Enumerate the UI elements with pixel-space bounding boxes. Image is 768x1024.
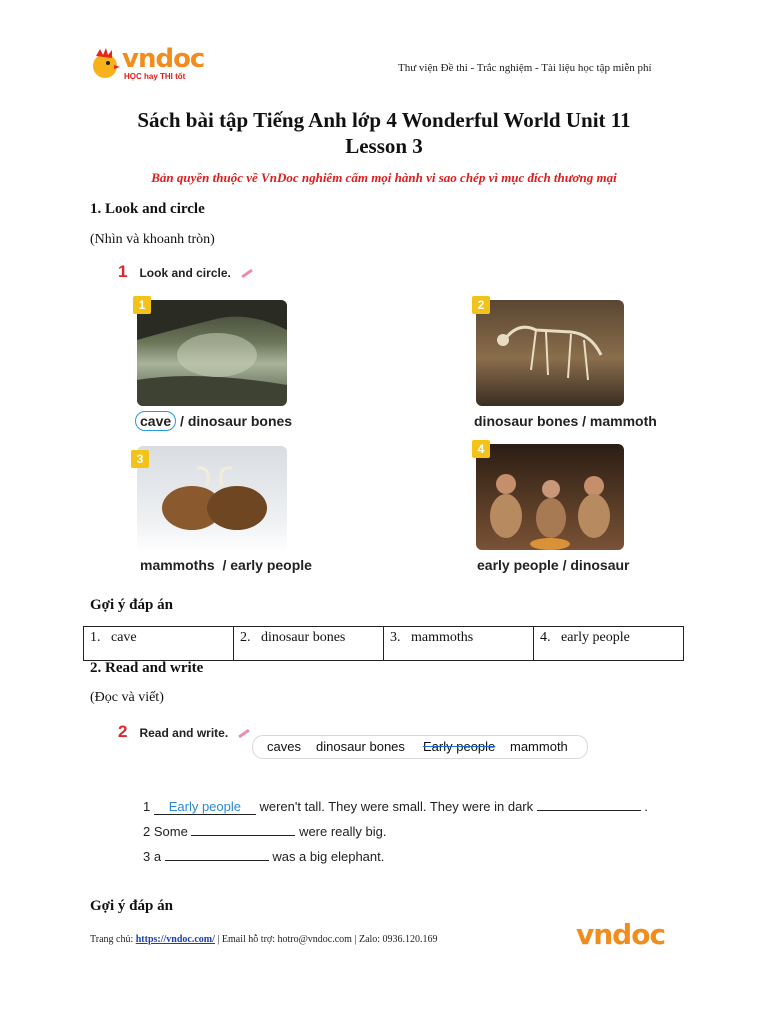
answer-cell	[534, 627, 684, 661]
photo-mammoths	[137, 446, 287, 552]
blank-line	[537, 798, 641, 811]
header-logo[interactable]	[90, 44, 210, 86]
rooster-icon	[90, 46, 120, 82]
exercise2-label	[118, 722, 250, 742]
sentence-3-end: was a big elephant.	[272, 849, 385, 864]
footer-prefix: Trang chủ:	[90, 934, 136, 945]
exercise1-label	[118, 262, 253, 282]
sentence-1	[143, 798, 648, 815]
caption-item-1	[140, 413, 292, 429]
caption-item-3: mammoths / early people	[140, 557, 312, 573]
answer-number: 3.	[390, 630, 401, 645]
word-caves: caves	[267, 739, 301, 754]
answer-text: early people	[561, 630, 630, 645]
pencil-icon	[241, 269, 253, 278]
answer-text: cave	[111, 630, 137, 645]
item-badge-3: 3	[131, 450, 149, 468]
copyright-notice: Bản quyền thuộc về VnDoc nghiêm cấm mọi hành vi sao chép vì mục đích thương mại	[151, 170, 617, 185]
section1-vi: (Nhìn và khoanh tròn)	[90, 232, 215, 247]
caption-item-4: early people / dinosaur	[477, 557, 630, 573]
sentence-3-start: 3 a	[143, 849, 162, 864]
word-early-people: Early people	[423, 739, 496, 754]
caption-item-2: dinosaur bones / mammoth	[474, 413, 657, 429]
pencil-icon	[238, 729, 250, 738]
section2-heading: 2. Read and write	[90, 660, 204, 676]
sentence-1-end: .	[644, 799, 649, 814]
footer-home-link[interactable]: https://vndoc.com/	[135, 934, 215, 945]
item-badge-4: 4	[472, 440, 490, 458]
word-box	[252, 735, 588, 759]
logo-tagline: HỌC hay THI tốt	[124, 72, 186, 81]
sentence-1-answer	[154, 799, 256, 815]
sentence-3	[143, 848, 384, 864]
table-row	[84, 627, 684, 661]
page-title-line1: Sách bài tập Tiếng Anh lớp 4 Wonderful World Unit 11	[137, 108, 631, 132]
exercise2-number: 2	[118, 722, 128, 741]
exercise1-instruction: Look and circle.	[139, 266, 231, 280]
answer-cell	[84, 627, 234, 661]
footer-logo[interactable]: vndoc	[576, 918, 666, 951]
circled-answer	[135, 411, 176, 431]
answer-cell	[234, 627, 384, 661]
section2-vi: (Đọc và viết)	[90, 690, 164, 705]
blank-line	[191, 823, 295, 836]
caption-separator: /	[176, 413, 188, 429]
answer-number: 2.	[240, 630, 251, 645]
answer-table	[83, 626, 684, 661]
sentence-2-start: 2 Some	[143, 824, 188, 839]
sentence-2	[143, 823, 387, 839]
page-title-line2: Lesson 3	[345, 134, 423, 158]
sentence-1-text: weren't tall. They were small. They were in dark	[255, 799, 534, 814]
exercise2-instruction: Read and write.	[139, 726, 229, 740]
answer-number: 1.	[90, 630, 101, 645]
item-badge-2: 2	[472, 296, 490, 314]
photo-early-people	[476, 444, 624, 550]
answer-text: dinosaur bones	[261, 630, 346, 645]
item-badge-1: 1	[133, 296, 151, 314]
photo-dinosaur-bones	[476, 300, 624, 406]
sentence-1-number: 1	[143, 799, 151, 814]
footer-info	[90, 934, 438, 945]
answer-text: mammoths	[411, 630, 474, 645]
header-tagline: Thư viện Đề thi - Trắc nghiệm - Tài liệu học tập miễn phí	[398, 62, 652, 74]
sentence-1-answer-text: Early people	[168, 799, 241, 814]
logo-wordmark: vndoc	[122, 44, 205, 74]
caption-cave: cave	[140, 413, 172, 429]
answer-heading-2: Gợi ý đáp án	[90, 898, 173, 914]
exercise1-number: 1	[118, 262, 128, 281]
answer-cell	[384, 627, 534, 661]
caption-dinosaur-bones: dinosaur bones	[187, 413, 293, 429]
sentence-2-end: were really big.	[299, 824, 387, 839]
section1-heading: 1. Look and circle	[90, 201, 205, 217]
photo-cave	[137, 300, 287, 406]
word-mammoth: mammoth	[510, 739, 568, 754]
answer-heading-1: Gợi ý đáp án	[90, 597, 173, 613]
blank-line	[165, 848, 269, 861]
answer-number: 4.	[540, 630, 551, 645]
word-dinosaur-bones: dinosaur bones	[316, 739, 405, 754]
footer-contact: | Email hỗ trợ: hotro@vndoc.com | Zalo: 0936.120.169	[214, 934, 438, 945]
